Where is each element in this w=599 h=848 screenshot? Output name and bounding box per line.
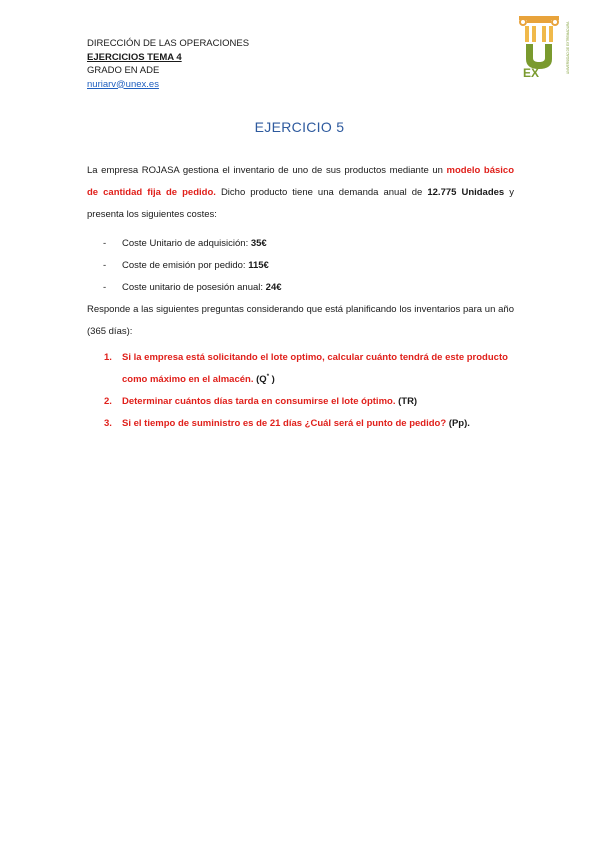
intro-text-1: La empresa ROJASA gestiona el inventario de uno de sus productos mediante un — [87, 165, 447, 176]
question-number: 1. — [104, 352, 112, 363]
exercise-title: EJERCICIO 5 — [254, 119, 345, 135]
question-tag-end: ) — [269, 374, 275, 385]
question-item — [87, 347, 517, 391]
questions-prompt: Responde a las siguientes preguntas considerando que está planificando los inventarios para un año (365 días): — [87, 304, 514, 337]
uex-logo-icon — [517, 14, 575, 78]
question-tag: (Q — [253, 374, 267, 385]
question-tag-sup: * — [266, 373, 270, 380]
uex-logo — [517, 14, 575, 78]
question-text: Si el tiempo de suministro es de 21 días ¿Cuál será el punto de pedido? — [122, 418, 447, 429]
cost-label: Coste Unitario de adquisición: — [122, 238, 251, 249]
question-number: 3. — [104, 418, 112, 429]
degree-name: GRADO EN ADE — [87, 65, 160, 76]
exercises-heading: EJERCICIOS TEMA 4 — [87, 51, 182, 63]
cost-value: 24€ — [265, 282, 282, 293]
questions-list — [87, 347, 517, 435]
course-name: DIRECCIÓN DE LAS OPERACIONES — [87, 38, 250, 49]
question-number: 2. — [104, 396, 112, 407]
costs-list — [87, 233, 282, 299]
question-tag: (Pp). — [446, 418, 470, 429]
cost-value: 35€ — [250, 238, 267, 249]
intro-text-2: Dicho producto tiene una demanda anual de — [215, 187, 428, 198]
question-item — [87, 391, 517, 413]
cost-label: Coste unitario de posesión anual: — [122, 282, 266, 293]
email-link[interactable]: nuriarv@unex.es — [87, 78, 159, 90]
question-tag: (TR) — [395, 396, 418, 407]
cost-item: - Coste Unitario de adquisición: 35€ — [103, 238, 267, 249]
svg-text:EX: EX — [523, 66, 540, 78]
model-highlight: modelo básico de cantidad fija de pedido. — [87, 165, 514, 198]
svg-text:UNIVERSIDAD DE EXTREMADURA: UNIVERSIDAD DE EXTREMADURA — [566, 21, 570, 74]
question-text: Determinar cuántos días tarda en consumirse el lote óptimo. — [122, 396, 396, 407]
question-text: Si la empresa está solicitando el lote optimo, calcular cuánto tendrá de este producto como máximo en el almacén. — [122, 352, 508, 385]
cost-value: 115€ — [248, 260, 269, 271]
cost-item: - Coste de emisión por pedido: 115€ — [103, 260, 269, 271]
intro-text-3: y presenta los siguientes costes: — [87, 187, 515, 220]
question-item — [87, 413, 517, 435]
annual-demand: 12.775 Unidades — [427, 187, 505, 198]
document-header — [87, 37, 249, 91]
cost-label: Coste de emisión por pedido: — [122, 260, 249, 271]
intro-paragraph — [87, 160, 514, 226]
cost-item: - Coste unitario de posesión anual: 24€ — [103, 282, 282, 293]
